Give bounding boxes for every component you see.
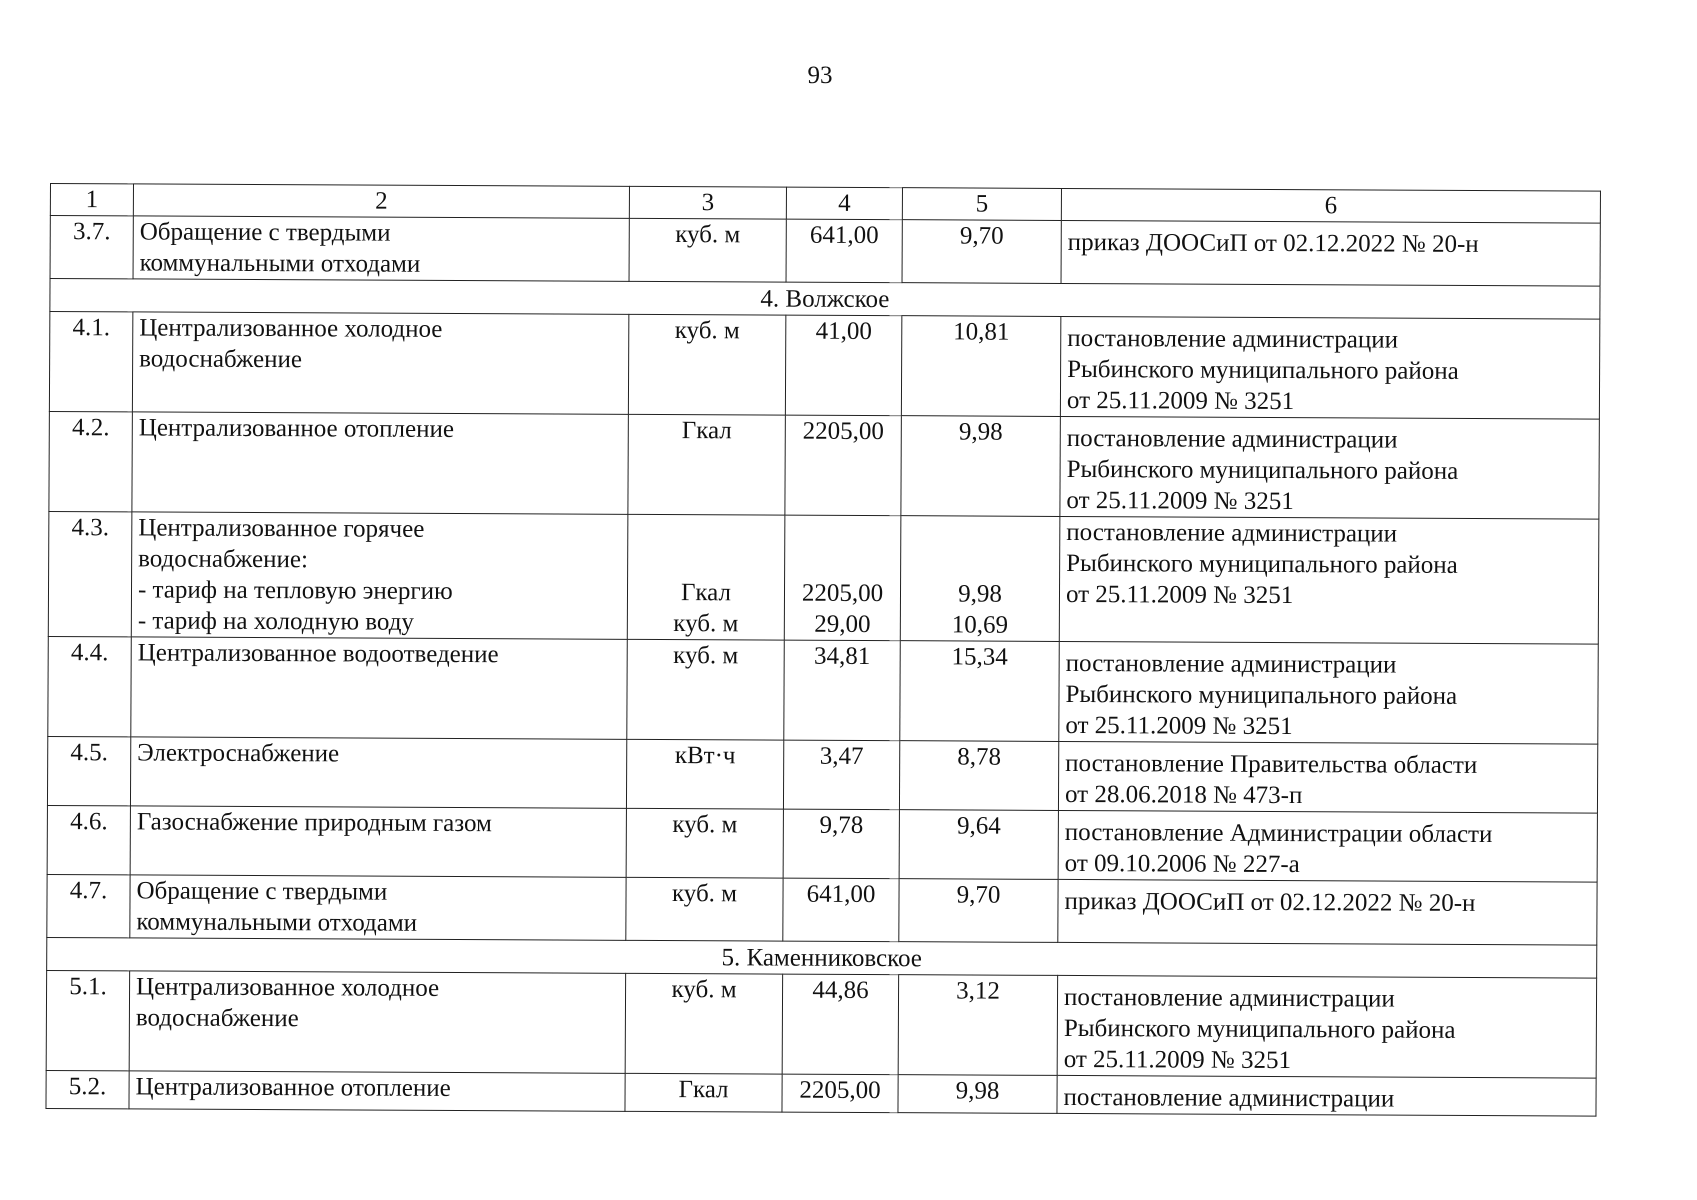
item-number: 4.1. [49, 312, 132, 412]
tariff-value: 9,70 [902, 220, 1061, 284]
table-row [46, 1070, 1596, 1116]
table-row [50, 216, 1600, 287]
page-number: 93 [807, 62, 833, 89]
unit-of-measure: куб. м [625, 973, 782, 1074]
section-title: 4. Волжское [50, 279, 1600, 320]
column-number: 2 [133, 184, 629, 218]
legal-basis: постановление администрации Рыбинского муниципального района от 25.11.2009 № 3251 [1059, 641, 1598, 744]
table-row [48, 636, 1598, 744]
unit-of-measure: куб. м [626, 808, 783, 878]
item-number: 4.7. [47, 874, 130, 937]
table-row [48, 511, 1599, 644]
unit-of-measure: Гкал [628, 414, 785, 515]
consumption-norm: 641,00 [786, 219, 902, 283]
item-number: 5.2. [46, 1070, 129, 1108]
unit-of-measure: куб. м [628, 314, 785, 415]
column-number: 3 [629, 186, 786, 219]
tariff-value: 15,34 [900, 641, 1059, 742]
item-number: 4.2. [49, 411, 132, 511]
service-name: Централизованное горячее водоснабжение: - тариф на тепловую энергию - тариф на холодную воду [131, 512, 628, 639]
service-name: Централизованное отопление [132, 412, 628, 514]
tariff-value: 10,81 [901, 316, 1060, 417]
consumption-norm: 44,86 [782, 974, 898, 1075]
tariff-value: 3,12 [898, 975, 1057, 1076]
legal-basis: приказ ДООСиП от 02.12.2022 № 20-н [1061, 220, 1600, 286]
service-name: Обращение с твердыми коммунальными отходами [130, 875, 626, 940]
service-name: Газоснабжение природным газом [130, 806, 626, 877]
consumption-norm: 2205,00 [785, 415, 901, 516]
tariff-value: 9,70 [899, 879, 1058, 943]
service-name: Обращение с твердыми коммунальными отходами [133, 216, 629, 281]
tariff-value: 9,98 10,69 [900, 516, 1060, 642]
consumption-norm: 9,78 [783, 809, 899, 879]
column-number: 5 [902, 188, 1061, 221]
item-number: 5.1. [46, 970, 129, 1070]
unit-of-measure: куб. м [627, 639, 784, 740]
item-number: 4.6. [47, 805, 130, 874]
item-number: 4.3. [48, 511, 132, 636]
unit-of-measure: Гкал куб. м [627, 514, 785, 640]
legal-basis: постановление администрации [1057, 1075, 1596, 1116]
tariff-table-sheet [45, 183, 1600, 1117]
service-name: Централизованное холодное водоснабжение [132, 312, 628, 414]
legal-basis: постановление администрации Рыбинского муниципального района от 25.11.2009 № 3251 [1059, 516, 1599, 644]
unit-of-measure: кВт·ч [626, 739, 783, 809]
legal-basis: постановление администрации Рыбинского муниципального района от 25.11.2009 № 3251 [1060, 416, 1599, 519]
consumption-norm: 3,47 [783, 740, 899, 810]
table-row [46, 970, 1596, 1078]
consumption-norm: 641,00 [783, 878, 899, 942]
item-number: 4.4. [48, 636, 131, 736]
consumption-norm: 41,00 [785, 315, 901, 416]
unit-of-measure: куб. м [629, 218, 786, 282]
legal-basis: приказ ДООСиП от 02.12.2022 № 20-н [1058, 879, 1597, 945]
unit-of-measure: Гкал [625, 1073, 782, 1112]
service-name: Централизованное отопление [129, 1071, 625, 1111]
legal-basis: постановление администрации Рыбинского муниципального района от 25.11.2009 № 3251 [1057, 975, 1596, 1078]
table-row [47, 736, 1597, 813]
service-name: Централизованное холодное водоснабжение [129, 971, 625, 1073]
service-name: Централизованное водоотведение [131, 637, 627, 739]
consumption-norm: 34,81 [784, 640, 900, 741]
item-number: 4.5. [47, 736, 130, 805]
consumption-norm: 2205,00 [782, 1074, 898, 1113]
item-number: 3.7. [50, 216, 133, 279]
legal-basis: постановление Правительства области от 28.06.2018 № 473-п [1058, 741, 1597, 813]
tariff-table [45, 183, 1601, 1117]
consumption-norm: 2205,00 29,00 [784, 515, 901, 641]
table-body [46, 184, 1601, 1117]
tariff-value: 9,98 [898, 1075, 1057, 1114]
column-number: 4 [786, 187, 902, 220]
table-row [49, 312, 1599, 420]
tariff-value: 9,64 [899, 810, 1058, 880]
section-title: 5. Каменниковское [47, 937, 1597, 978]
unit-of-measure: куб. м [626, 877, 783, 941]
service-name: Электроснабжение [130, 737, 626, 808]
column-number: 6 [1061, 188, 1600, 223]
column-number: 1 [50, 184, 133, 216]
table-row [47, 874, 1597, 945]
tariff-value: 8,78 [899, 741, 1058, 811]
legal-basis: постановление администрации Рыбинского муниципального района от 25.11.2009 № 3251 [1060, 316, 1599, 419]
legal-basis: постановление Администрации области от 09.10.2006 № 227-а [1058, 810, 1597, 882]
tariff-value: 9,98 [901, 416, 1060, 517]
table-row [49, 411, 1599, 519]
table-row [47, 805, 1597, 882]
